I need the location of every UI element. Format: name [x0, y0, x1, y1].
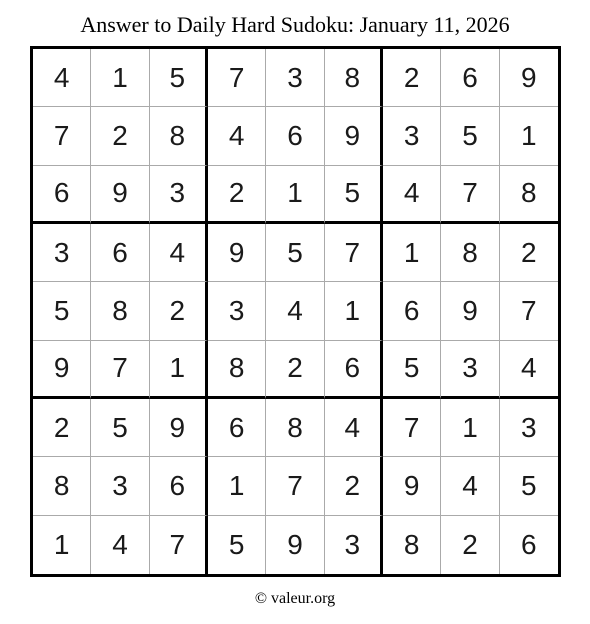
sudoku-cell-r2-c8: 5: [441, 107, 499, 165]
sudoku-cell-r2-c5: 6: [266, 107, 324, 165]
sudoku-board: [30, 46, 561, 577]
sudoku-cell-r4-c3: 4: [150, 224, 208, 282]
sudoku-cell-r1-c3: 5: [150, 49, 208, 107]
sudoku-cell-r5-c3: 2: [150, 282, 208, 340]
sudoku-cell-r4-c6: 7: [325, 224, 383, 282]
sudoku-cell-r3-c5: 1: [266, 166, 324, 224]
sudoku-cell-r8-c9: 5: [500, 457, 558, 515]
sudoku-cell-r3-c9: 8: [500, 166, 558, 224]
sudoku-cell-r2-c1: 7: [33, 107, 91, 165]
sudoku-cell-r5-c8: 9: [441, 282, 499, 340]
sudoku-cell-r7-c3: 9: [150, 399, 208, 457]
sudoku-cell-r4-c2: 6: [91, 224, 149, 282]
sudoku-cell-r4-c4: 9: [208, 224, 266, 282]
sudoku-cell-r5-c4: 3: [208, 282, 266, 340]
sudoku-cell-r2-c3: 8: [150, 107, 208, 165]
sudoku-cell-r9-c2: 4: [91, 516, 149, 574]
sudoku-cell-r4-c7: 1: [383, 224, 441, 282]
sudoku-cell-r7-c1: 2: [33, 399, 91, 457]
sudoku-cell-r9-c7: 8: [383, 516, 441, 574]
sudoku-cell-r8-c7: 9: [383, 457, 441, 515]
sudoku-cell-r6-c3: 1: [150, 341, 208, 399]
sudoku-cell-r5-c2: 8: [91, 282, 149, 340]
sudoku-cell-r9-c5: 9: [266, 516, 324, 574]
sudoku-cell-r3-c2: 9: [91, 166, 149, 224]
sudoku-cell-r1-c1: 4: [33, 49, 91, 107]
sudoku-cell-r1-c9: 9: [500, 49, 558, 107]
sudoku-cell-r6-c6: 6: [325, 341, 383, 399]
sudoku-cell-r6-c4: 8: [208, 341, 266, 399]
sudoku-cell-r3-c3: 3: [150, 166, 208, 224]
sudoku-cell-r7-c9: 3: [500, 399, 558, 457]
sudoku-cell-r6-c7: 5: [383, 341, 441, 399]
sudoku-cell-r6-c2: 7: [91, 341, 149, 399]
sudoku-cell-r9-c4: 5: [208, 516, 266, 574]
sudoku-cell-r4-c9: 2: [500, 224, 558, 282]
sudoku-cell-r7-c5: 8: [266, 399, 324, 457]
page-title: Answer to Daily Hard Sudoku: January 11, 2026: [80, 12, 510, 37]
sudoku-cell-r1-c5: 3: [266, 49, 324, 107]
sudoku-cell-r7-c7: 7: [383, 399, 441, 457]
sudoku-cell-r9-c1: 1: [33, 516, 91, 574]
sudoku-cell-r9-c6: 3: [325, 516, 383, 574]
sudoku-cell-r5-c1: 5: [33, 282, 91, 340]
sudoku-cell-r4-c1: 3: [33, 224, 91, 282]
sudoku-cell-r6-c8: 3: [441, 341, 499, 399]
sudoku-cell-r7-c4: 6: [208, 399, 266, 457]
sudoku-cell-r6-c1: 9: [33, 341, 91, 399]
sudoku-cell-r8-c6: 2: [325, 457, 383, 515]
sudoku-cell-r1-c7: 2: [383, 49, 441, 107]
sudoku-cell-r5-c5: 4: [266, 282, 324, 340]
sudoku-cell-r5-c6: 1: [325, 282, 383, 340]
sudoku-cell-r7-c8: 1: [441, 399, 499, 457]
sudoku-cell-r5-c9: 7: [500, 282, 558, 340]
sudoku-cell-r3-c6: 5: [325, 166, 383, 224]
sudoku-cell-r2-c4: 4: [208, 107, 266, 165]
sudoku-cell-r4-c8: 8: [441, 224, 499, 282]
sudoku-cell-r3-c7: 4: [383, 166, 441, 224]
sudoku-cell-r3-c4: 2: [208, 166, 266, 224]
sudoku-cell-r8-c3: 6: [150, 457, 208, 515]
sudoku-cell-r2-c9: 1: [500, 107, 558, 165]
sudoku-cell-r8-c1: 8: [33, 457, 91, 515]
sudoku-cell-r9-c9: 6: [521, 528, 537, 560]
sudoku-cell-r3-c1: 6: [33, 166, 91, 224]
sudoku-cell-r6-c9: 4: [500, 341, 558, 399]
sudoku-cell-r8-c4: 1: [208, 457, 266, 515]
sudoku-cell-r8-c2: 3: [91, 457, 149, 515]
sudoku-cell-r1-c2: 1: [91, 49, 149, 107]
sudoku-cell-r1-c4: 7: [208, 49, 266, 107]
sudoku-cell-r2-c2: 2: [91, 107, 149, 165]
sudoku-cell-r9-c8: 2: [441, 516, 499, 574]
sudoku-cell-r3-c8: 7: [441, 166, 499, 224]
sudoku-cell-r8-c5: 7: [266, 457, 324, 515]
sudoku-cell-r4-c5: 5: [266, 224, 324, 282]
sudoku-cell-r5-c7: 6: [383, 282, 441, 340]
sudoku-cell-r9-c3: 7: [150, 516, 208, 574]
copyright-footer: © valeur.org: [254, 590, 336, 607]
sudoku-cell-r8-c8: 4: [441, 457, 499, 515]
sudoku-cell-r2-c6: 9: [325, 107, 383, 165]
sudoku-cell-r2-c7: 3: [383, 107, 441, 165]
sudoku-cell-r7-c6: 4: [325, 399, 383, 457]
sudoku-cell-r7-c2: 5: [91, 399, 149, 457]
sudoku-cell-r1-c6: 8: [325, 49, 383, 107]
sudoku-cell-r1-c8: 6: [441, 49, 499, 107]
sudoku-cell-r6-c5: 2: [266, 341, 324, 399]
